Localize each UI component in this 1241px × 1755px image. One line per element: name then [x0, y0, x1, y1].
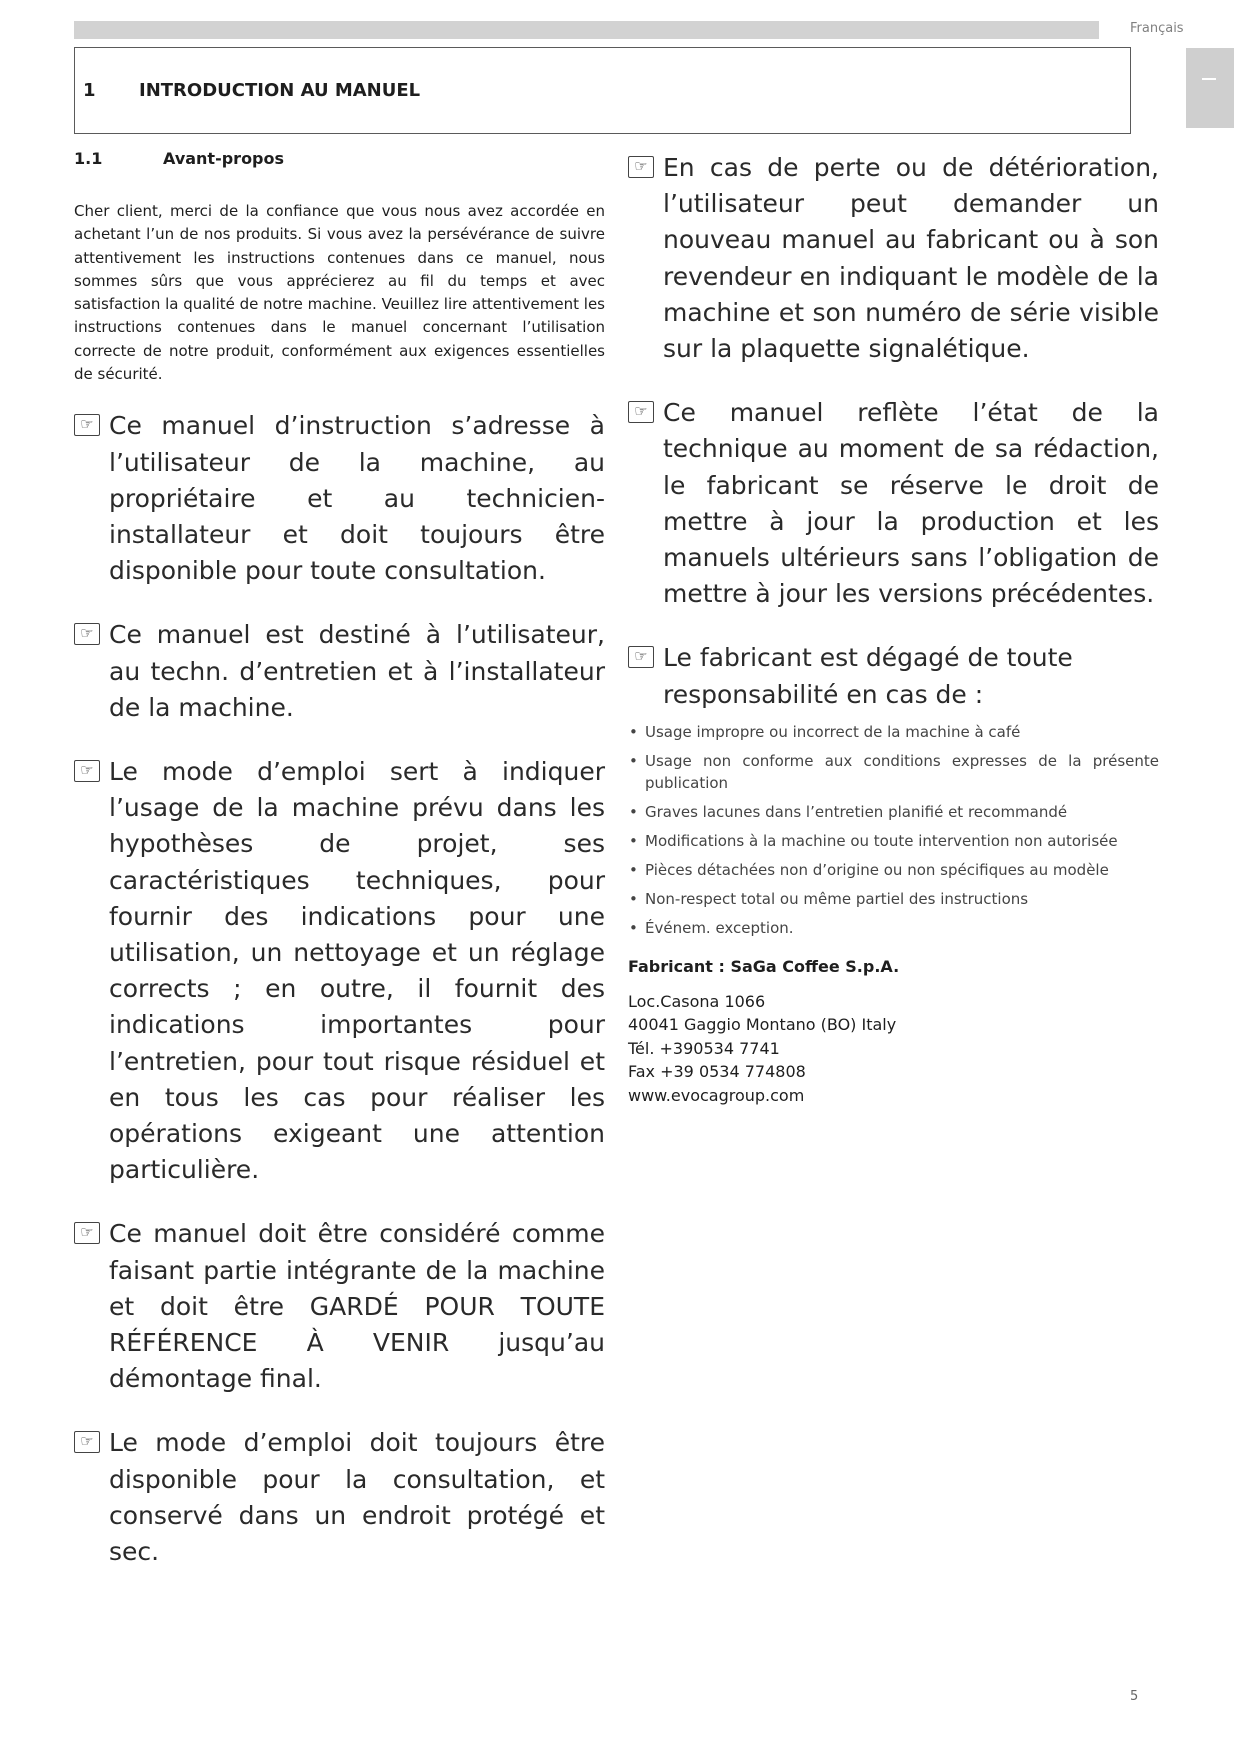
left-column — [74, 200, 605, 1598]
manufacturer-heading: Fabricant : SaGa Coffee S.p.A. — [628, 956, 900, 976]
list-item: • Pièces détachées non d’origine ou non spécifiques au modèle — [629, 860, 1109, 879]
header-rule — [74, 21, 1099, 39]
pointing-hand-icon: ☞ — [74, 1431, 100, 1453]
section-header — [74, 47, 1131, 134]
subsection-title: Avant-propos — [163, 149, 285, 168]
bullet-icon: • — [629, 860, 638, 879]
pointing-hand-icon: ☞ — [628, 401, 654, 423]
dash-icon — [1202, 78, 1216, 80]
chapter-tab — [1186, 48, 1234, 128]
section-number: 1 — [83, 80, 96, 101]
language-label: Français — [1130, 21, 1184, 36]
note-text: Ce manuel doit être considéré comme faisant partie intégrante de la machine et doit être GARDÉ POUR TOUTE RÉFÉRENCE À VENIR jusqu’au démontage final. — [109, 1219, 605, 1394]
note-text: Ce manuel d’instruction s’adresse à l’utilisateur de la machine, au propriétaire et au technicien-installateur et doit toujours être disponible pour toute consultation. — [109, 411, 605, 586]
pointing-hand-icon: ☞ — [74, 760, 100, 782]
note-text: Ce manuel est destiné à l’utilisateur, au techn. d’entretien et à l’installateur de la machine. — [109, 620, 605, 722]
note-block — [74, 754, 605, 1188]
bullet-icon: • — [629, 831, 638, 850]
list-item: • Modifications à la machine ou toute intervention non autorisée — [629, 831, 1118, 850]
list-item: • Événem. exception. — [629, 918, 794, 937]
pointing-hand-icon: ☞ — [74, 623, 100, 645]
phone-line: Tél. +390534 7741 — [628, 1038, 780, 1058]
note-text: Le mode d’emploi doit toujours être disponible pour la consultation, et conservé dans un endroit protégé et sec. — [109, 1428, 605, 1567]
list-item: • Non-respect total ou même partiel des instructions — [629, 889, 1029, 908]
note-text: Le mode d’emploi sert à indiquer l’usage de la machine prévu dans les hypothèses de projet, ses caractéristiques techniques, pour fournir des indications pour une utilisation, un nettoyage et un réglage corrects ; en outre, il fournit des indications importantes pour l’entretien, pour tout risque résiduel et en tous les cas pour réaliser les opérations exigeant une attention particulière. — [109, 757, 605, 1185]
address-line: Loc.Casona 1066 — [628, 991, 766, 1011]
bullet-icon: • — [629, 889, 638, 908]
website-link[interactable]: www.evocagroup.com — [628, 1085, 805, 1105]
note-text: En cas de perte ou de détérioration, l’utilisateur peut demander un nouveau manuel au fabricant ou à son revendeur en indiquant le modèle de la machine et son numéro de série visible sur la plaquette signalétique. — [663, 153, 1159, 364]
pointing-hand-icon: ☞ — [74, 414, 100, 436]
note-block — [628, 395, 1159, 612]
subsection-number: 1.1 — [74, 149, 103, 168]
list-item: • Usage non conforme aux conditions expresses de la présente publication — [629, 751, 1159, 792]
intro-paragraph: Cher client, merci de la confiance que vous nous avez accordée en achetant l’un de nos produits. Si vous avez la persévérance de suivre attentivement les instructions contenues dans ce manuel, nous sommes sûrs que vous apprécierez au fil du temps et avec satisfaction la qualité de notre machine. Veuillez lire attentivement les instructions contenues dans le manuel concernant l’utilisation correcte de notre produit, conformément aux exigences essentielles de sécurité. — [74, 202, 605, 384]
list-item: • Graves lacunes dans l’entretien planifié et recommandé — [629, 802, 1068, 821]
page-number: 5 — [1130, 1689, 1139, 1704]
address-line: 40041 Gaggio Montano (BO) Italy — [628, 1015, 897, 1035]
note-block — [628, 640, 1159, 712]
note-block — [74, 1425, 605, 1570]
bullet-icon: • — [629, 722, 638, 741]
note-block — [74, 1216, 605, 1397]
note-block — [74, 408, 605, 589]
pointing-hand-icon: ☞ — [74, 1222, 100, 1244]
note-block — [74, 617, 605, 726]
note-block — [628, 150, 1159, 367]
pointing-hand-icon: ☞ — [628, 156, 654, 178]
right-column — [628, 150, 1159, 1107]
note-text: Ce manuel reflète l’état de la technique au moment de sa rédaction, le fabricant se réserve le droit de mettre à jour la production et les manuels ultérieurs sans l’obligation de mettre à jour les versions précédentes. — [663, 398, 1159, 609]
fax-line: Fax +39 0534 774808 — [628, 1062, 806, 1082]
bullet-icon: • — [629, 751, 638, 770]
bullet-icon: • — [629, 918, 638, 937]
section-title: INTRODUCTION AU MANUEL — [139, 80, 421, 101]
note-text: Le fabricant est dégagé de toute responsabilité en cas de : — [663, 643, 1073, 709]
bullet-icon: • — [629, 802, 638, 821]
list-item: • Usage impropre ou incorrect de la machine à café — [629, 722, 1021, 741]
pointing-hand-icon: ☞ — [628, 646, 654, 668]
liability-list — [628, 721, 1159, 939]
